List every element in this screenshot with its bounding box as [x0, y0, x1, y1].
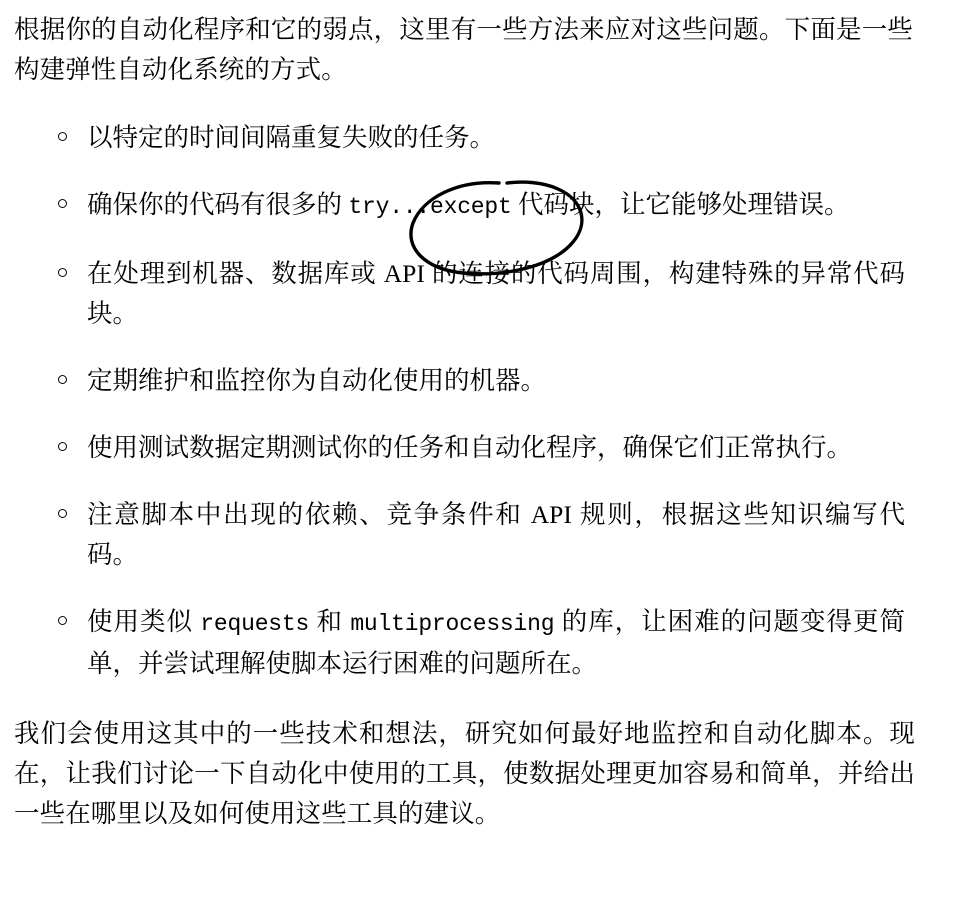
inline-text: 使用测试数据定期测试你的任务和自动化程序，确保它们正常执行。	[87, 433, 853, 462]
inline-text: 规则，根据这些知识编写代码。	[87, 500, 905, 569]
list-item-text	[87, 123, 495, 152]
bullet-circle-icon	[58, 268, 67, 277]
inline-text: 和	[309, 607, 351, 636]
list-item-text	[87, 500, 905, 569]
list-item	[14, 254, 927, 334]
list-item	[14, 602, 927, 684]
inline-text: 的连接的代码周围，构建特殊的异常代码块。	[87, 259, 905, 328]
list-item	[14, 118, 927, 158]
list-item-text	[87, 259, 905, 328]
inline-latin-term: API	[530, 500, 572, 529]
list-item	[14, 428, 927, 468]
inline-text: 以特定的时间间隔重复失败的任务。	[87, 123, 496, 152]
inline-code: multiprocessing	[350, 611, 555, 637]
bullet-circle-icon	[58, 132, 67, 141]
bullet-circle-icon	[58, 199, 67, 208]
intro-paragraph: 根据你的自动化程序和它的弱点，这里有一些方法来应对这些问题。下面是一些构建弹性自动化系统的方式。	[14, 15, 913, 84]
list-item	[14, 361, 927, 401]
bullet-circle-icon	[58, 509, 67, 518]
outro-paragraph: 我们会使用这其中的一些技术和想法，研究如何最好地监控和自动化脚本。现在，让我们讨论一下自动化中使用的工具，使数据处理更加容易和简单，并给出一些在哪里以及如何使用这些工具的建议。	[14, 719, 915, 828]
list-item	[14, 185, 927, 227]
inline-latin-term: API	[383, 259, 425, 288]
bullet-circle-icon	[58, 375, 67, 384]
inline-code: try...except	[348, 194, 512, 220]
bullet-circle-icon	[58, 442, 67, 451]
list-item	[14, 495, 927, 575]
inline-code: requests	[200, 611, 310, 637]
inline-text: 确保你的代码有很多的	[87, 190, 349, 219]
inline-text: 定期维护和监控你为自动化使用的机器。	[87, 366, 547, 395]
list-item-text	[87, 607, 905, 678]
list-item-text	[87, 366, 546, 395]
resilience-tips-list	[14, 118, 927, 684]
inline-text: 在处理到机器、数据库或	[87, 259, 384, 288]
list-item-text	[87, 190, 850, 219]
inline-text: 代码块，让它能够处理错误。	[511, 190, 850, 219]
inline-text: 注意脚本中出现的依赖、竞争条件和	[87, 500, 531, 529]
inline-text: 的库，让困难的问题变得更简单，并尝试理解使脚本运行困难的问题所在。	[87, 607, 905, 678]
inline-text: 使用类似	[87, 607, 201, 636]
list-item-text	[87, 433, 852, 462]
bullet-circle-icon	[58, 616, 67, 625]
